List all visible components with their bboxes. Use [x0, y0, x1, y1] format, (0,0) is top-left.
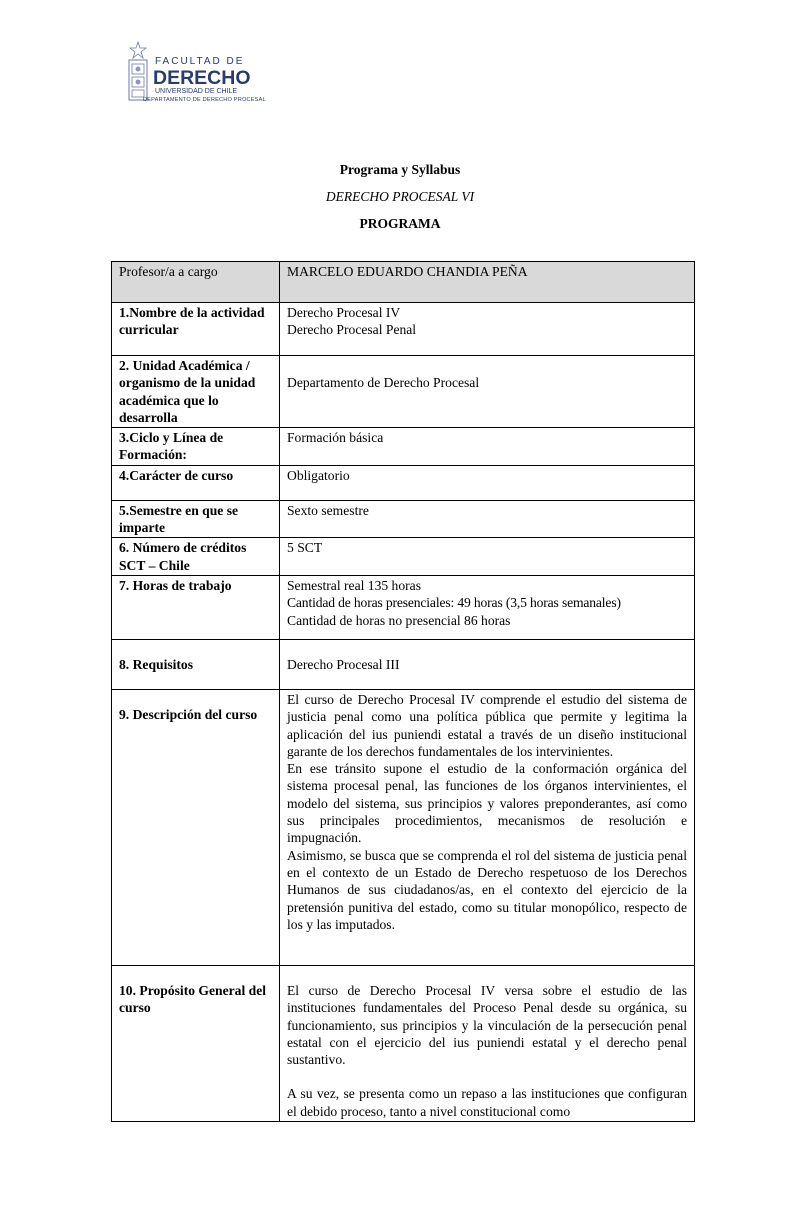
table-row [112, 465, 695, 500]
hours-non-presential: Cantidad de horas no presencial 86 horas [287, 612, 511, 628]
description-paragraph: El curso de Derecho Procesal IV comprende el estudio del sistema de justicia penal como una política pública que permite y legitima la aplicación del ius puniendi estatal a través de un diseño institucional garante de los derechos fundamentales de los intervinientes. [287, 691, 687, 759]
description-paragraph: Asimismo, se busca que se comprenda el rol del sistema de justicia penal en el contexto de un Estado de Derecho respetuoso de los Derechos Humanos de sus ciudadanos/as, en el contexto del ejercicio de la pretensión punitiva del estado, como su titular monopólico, respecto de los y las imputados. [287, 847, 687, 932]
course-name: Derecho Procesal IV [287, 305, 401, 320]
table-row [112, 538, 695, 576]
row-value: Departamento de Derecho Procesal [280, 356, 695, 428]
course-subname: Derecho Procesal Penal [287, 322, 417, 338]
row-value [280, 689, 695, 965]
row-label: 2. Unidad Académica / organismo de la unidad académica que lo desarrolla [112, 356, 280, 428]
logo-department-text: DEPARTAMENTO DE DERECHO PROCESAL [143, 97, 266, 103]
table-row [112, 262, 695, 303]
document-title: Programa y Syllabus [339, 162, 461, 177]
table-row [112, 500, 695, 538]
row-label: 1.Nombre de la actividad curricular [112, 303, 280, 356]
purpose-paragraph: El curso de Derecho Procesal IV versa sobre el estudio de las instituciones fundamentales del Proceso Penal desde su orgánica, su funcionamiento, sus principios y la vinculación de la persecución penal estatal con el ejercicio del ius puniendi estatal y el derecho penal sustantivo. [287, 982, 687, 1068]
row-label: 4.Carácter de curso [112, 465, 280, 500]
row-value: Formación básica [280, 428, 695, 466]
logo-university-text: UNIVERSIDAD DE CHILE [155, 88, 238, 95]
row-value: Derecho Procesal III [280, 639, 695, 689]
row-label: 10. Propósito General del curso [112, 965, 280, 1121]
course-title: DERECHO PROCESAL VI [325, 189, 475, 204]
table-row [112, 428, 695, 466]
description-paragraph: En ese tránsito supone el estudio de la conformación orgánica del sistema procesal penal, las funciones de los órganos intervinientes, el modelo del sistema, sus principios y valores preponderantes, así como sus principales procedimientos, mecanismos de resolución e impugnación. [287, 761, 687, 846]
row-label: 7. Horas de trabajo [112, 575, 280, 639]
table-row [112, 303, 695, 356]
table-row [112, 639, 695, 689]
section-title: PROGRAMA [359, 216, 441, 231]
purpose-paragraph: A su vez, se presenta como un repaso a las instituciones que configuran el debido proceso, tanto a nivel constitucional como [287, 1086, 687, 1119]
row-value [280, 303, 695, 356]
row-label: 9. Descripción del curso [112, 689, 280, 965]
row-value [280, 575, 695, 639]
row-value: Obligatorio [280, 465, 695, 500]
row-label: 5.Semestre en que se imparte [112, 500, 280, 538]
row-label: 3.Ciclo y Línea de Formación: [112, 428, 280, 466]
hours-presential: Cantidad de horas presenciales: 49 horas (3,5 horas semanales) [287, 595, 621, 611]
professor-name: MARCELO EDUARDO CHANDIA PEÑA [280, 262, 695, 303]
row-value [280, 965, 695, 1121]
row-label: Profesor/a a cargo [112, 262, 280, 303]
hours-total: Semestral real 135 horas [287, 577, 422, 593]
logo-main-text: DERECHO [153, 67, 251, 89]
table-row [112, 689, 695, 965]
row-value: Sexto semestre [280, 500, 695, 538]
row-value: 5 SCT [280, 538, 695, 576]
row-label: 8. Requisitos [112, 639, 280, 689]
logo-faculty-text: FACULTAD DE [155, 56, 245, 67]
table-row [112, 575, 695, 639]
table-row [112, 965, 695, 1121]
faculty-logo [127, 40, 266, 106]
row-label: 6. Número de créditos SCT – Chile [112, 538, 280, 576]
syllabus-table [111, 261, 695, 1122]
table-row [112, 356, 695, 428]
